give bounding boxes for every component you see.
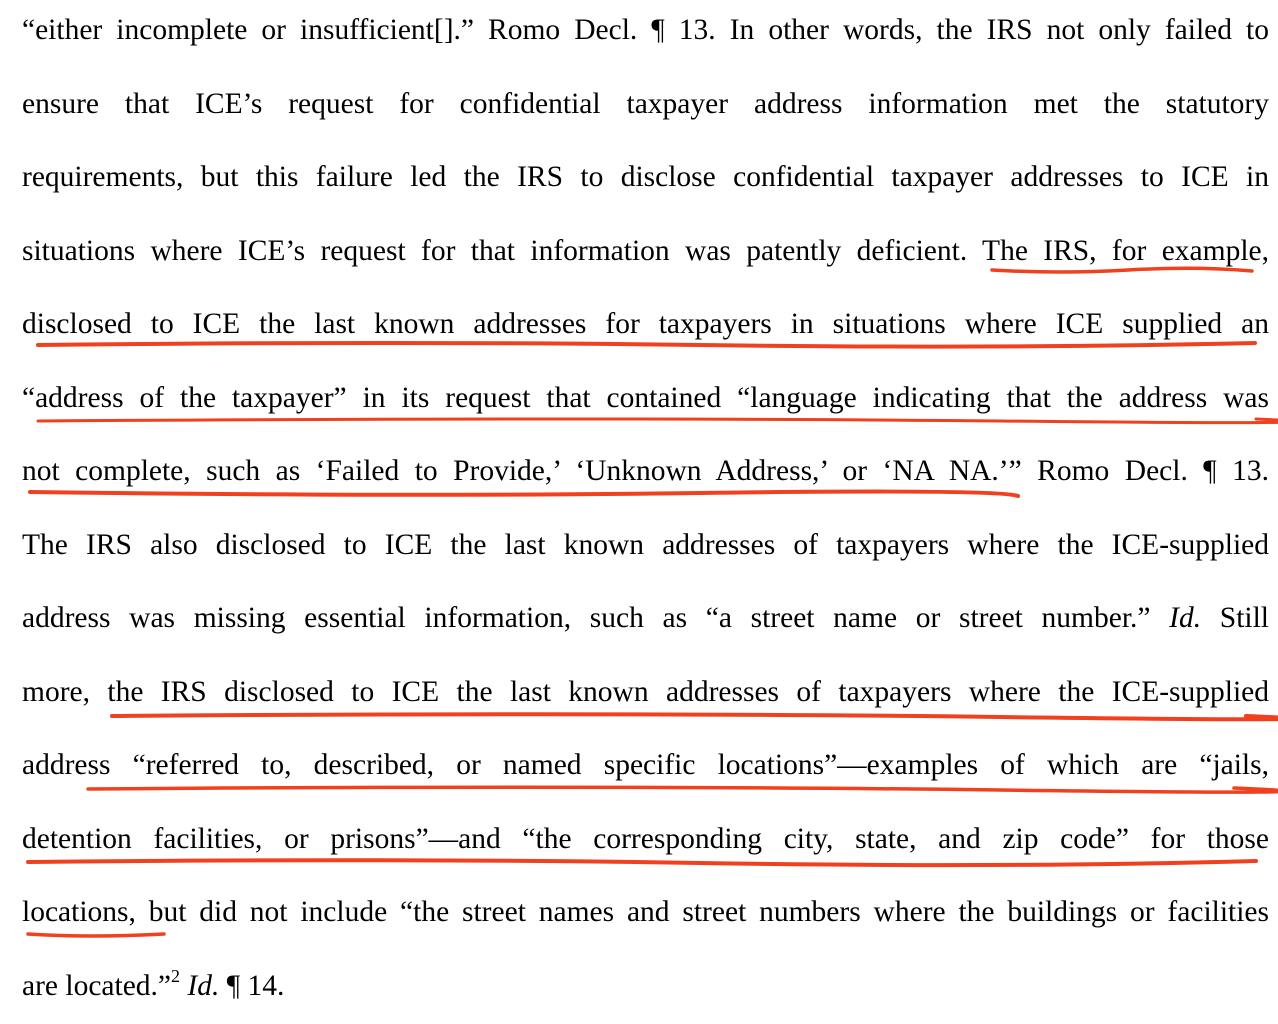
text-line: not complete, such as ‘Failed to Provide,’ ‘Unknown Address,’ or ‘NA NA.’” Romo Decl. ¶ 13. (22, 455, 1269, 487)
footnote-marker: 2 (171, 966, 181, 987)
text-line: address “referred to, described, or named specific locations”—examples of which are “jails, (22, 749, 1269, 781)
red-underline (28, 860, 1256, 865)
text-line: are located.”$^2$ Id. ¶ 14. (22, 966, 285, 1002)
text-line: detention facilities, or prisons”—and “the corresponding city, state, and zip code” for those (22, 823, 1269, 855)
red-underline (30, 492, 1018, 496)
red-underline (38, 419, 1278, 423)
red-underline (112, 714, 1278, 719)
text-line: more, the IRS disclosed to ICE the last known addresses of taxpayers where the ICE-supplied (22, 676, 1269, 708)
citation-id: Id. (187, 970, 220, 1002)
text-line: requirements, but this failure led the IRS to disclose confidential taxpayer addresses to ICE in (22, 161, 1269, 193)
text-line: address was missing essential information, such as “a street name or street number.” Id. Still (22, 602, 1269, 634)
text-line: disclosed to ICE the last known addresses for taxpayers in situations where ICE supplied an (22, 308, 1269, 340)
citation-id: Id. (1169, 602, 1202, 634)
text-line: situations where ICE’s request for that information was patently deficient. The IRS, for example, (22, 235, 1269, 267)
red-underline (88, 787, 1278, 792)
text-line: “address of the taxpayer” in its request that contained “language indicating that the address was (22, 382, 1269, 414)
text-line: “either incomplete or insufficient[].” Romo Decl. ¶ 13. In other words, the IRS not only failed to (22, 14, 1269, 46)
red-underline (28, 934, 164, 936)
text-line: The IRS also disclosed to ICE the last known addresses of taxpayers where the ICE-supplied (22, 529, 1269, 561)
text-line: locations, but did not include “the street names and street numbers where the buildings or facilities (22, 896, 1269, 928)
text-line: ensure that ICE’s request for confidential taxpayer address information met the statutory (22, 88, 1269, 120)
